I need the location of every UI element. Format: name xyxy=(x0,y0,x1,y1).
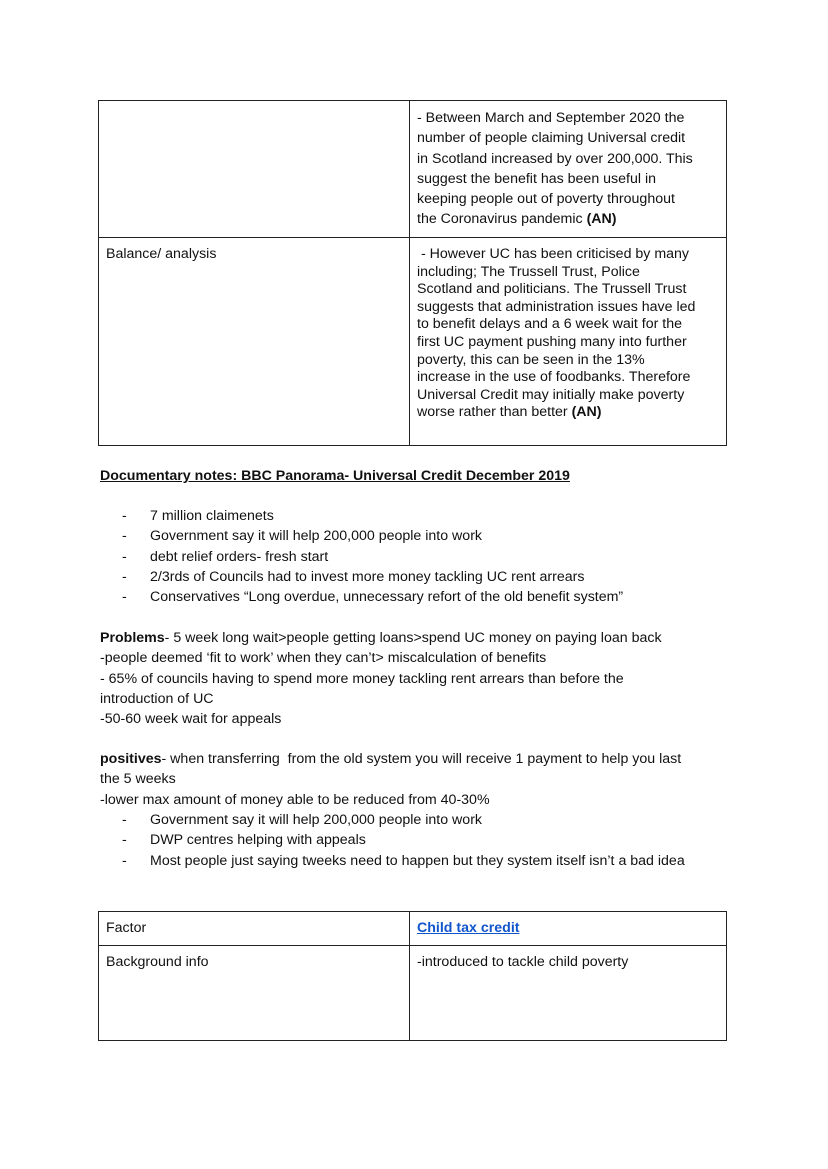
list-item: - 7 million claimenets xyxy=(122,508,274,524)
problems-section xyxy=(100,628,740,729)
table-row xyxy=(99,912,727,946)
analysis-tag: (AN) xyxy=(571,404,602,421)
text-line: -lower max amount of money able to be reduced from 40-30% xyxy=(100,791,490,808)
table-cell xyxy=(99,946,410,1041)
cell-line: number of people claiming Universal credit xyxy=(417,130,686,147)
factor-table xyxy=(98,911,727,1041)
list-item: - 2/3rds of Councils had to invest more money tackling UC rent arrears xyxy=(122,568,585,585)
positives-list xyxy=(122,810,685,871)
analysis-table xyxy=(98,100,727,446)
list-item: - Conservatives “Long overdue, unnecessary refort of the old benefit system” xyxy=(122,589,624,606)
child-tax-credit-link[interactable]: Child tax credit xyxy=(417,920,520,936)
text-line: positives- when transferring from the old system you will receive 1 payment to help you last xyxy=(100,751,682,767)
table-cell xyxy=(410,238,727,446)
text-line: -people deemed ‘fit to work’ when they can’t> miscalculation of benefits xyxy=(100,650,547,667)
cell-line: poverty, this can be seen in the 13% xyxy=(417,351,645,368)
cell-line: in Scotland increased by over 200,000. This xyxy=(417,150,693,167)
list-item: - debt relief orders- fresh start xyxy=(122,548,329,565)
list-item: - Government say it will help 200,000 people into work xyxy=(122,812,483,828)
cell-text: -introduced to tackle child poverty xyxy=(417,954,629,970)
column-header: Factor xyxy=(106,920,147,936)
cell-line: worse rather than better (AN) xyxy=(417,404,602,421)
cell-line: keeping people out of poverty throughout xyxy=(417,191,675,208)
cell-line: suggest the benefit has been useful in xyxy=(417,170,656,187)
cell-line: Scotland and politicians. The Trussell Trust xyxy=(417,281,687,298)
cell-line: - However UC has been criticised by many xyxy=(417,246,690,262)
cell-line: the Coronavirus pandemic (AN) xyxy=(417,211,617,228)
table-row xyxy=(99,946,727,1041)
text-line: introduction of UC xyxy=(100,690,214,707)
list-item: - Government say it will help 200,000 people into work xyxy=(122,528,483,545)
cell-line: suggests that administration issues have led xyxy=(417,298,696,315)
text-line: the 5 weeks xyxy=(100,771,176,788)
row-label: Balance/ analysis xyxy=(106,246,217,262)
cell-line: to benefit delays and a 6 week wait for the xyxy=(417,316,682,333)
text-line: -50-60 week wait for appeals xyxy=(100,711,282,728)
cell-line: Universal Credit may initially make poverty xyxy=(417,386,685,403)
list-item: - DWP centres helping with appeals xyxy=(122,832,366,849)
table-cell xyxy=(410,912,727,946)
table-row xyxy=(99,101,727,238)
list-item: - Most people just saying tweeks need to happen but they system itself isn’t a bad idea xyxy=(122,852,685,869)
text-line: - 65% of councils having to spend more money tackling rent arrears than before the xyxy=(100,670,624,687)
analysis-tag: (AN) xyxy=(586,211,617,228)
problems-label: Problems xyxy=(100,630,165,646)
table-cell xyxy=(410,946,727,1041)
cell-line: increase in the use of foodbanks. Therefore xyxy=(417,369,691,386)
text-line: Problems- 5 week long wait>people getting loans>spend UC money on paying loan back xyxy=(100,630,662,646)
section-heading: Documentary notes: BBC Panorama- Universal Credit December 2019 xyxy=(100,468,570,484)
table-cell xyxy=(99,238,410,446)
cell-line: including; The Trussell Trust, Police xyxy=(417,263,640,280)
table-row xyxy=(99,238,727,446)
table-cell xyxy=(410,101,727,238)
cell-line: - Between March and September 2020 the xyxy=(417,110,685,126)
cell-line: first UC payment pushing many into further xyxy=(417,333,687,350)
notes-list xyxy=(122,506,623,607)
table-cell xyxy=(99,101,410,238)
positives-label: positives xyxy=(100,751,162,767)
row-label: Background info xyxy=(106,954,209,970)
positives-section xyxy=(100,749,760,810)
table-cell xyxy=(99,912,410,946)
